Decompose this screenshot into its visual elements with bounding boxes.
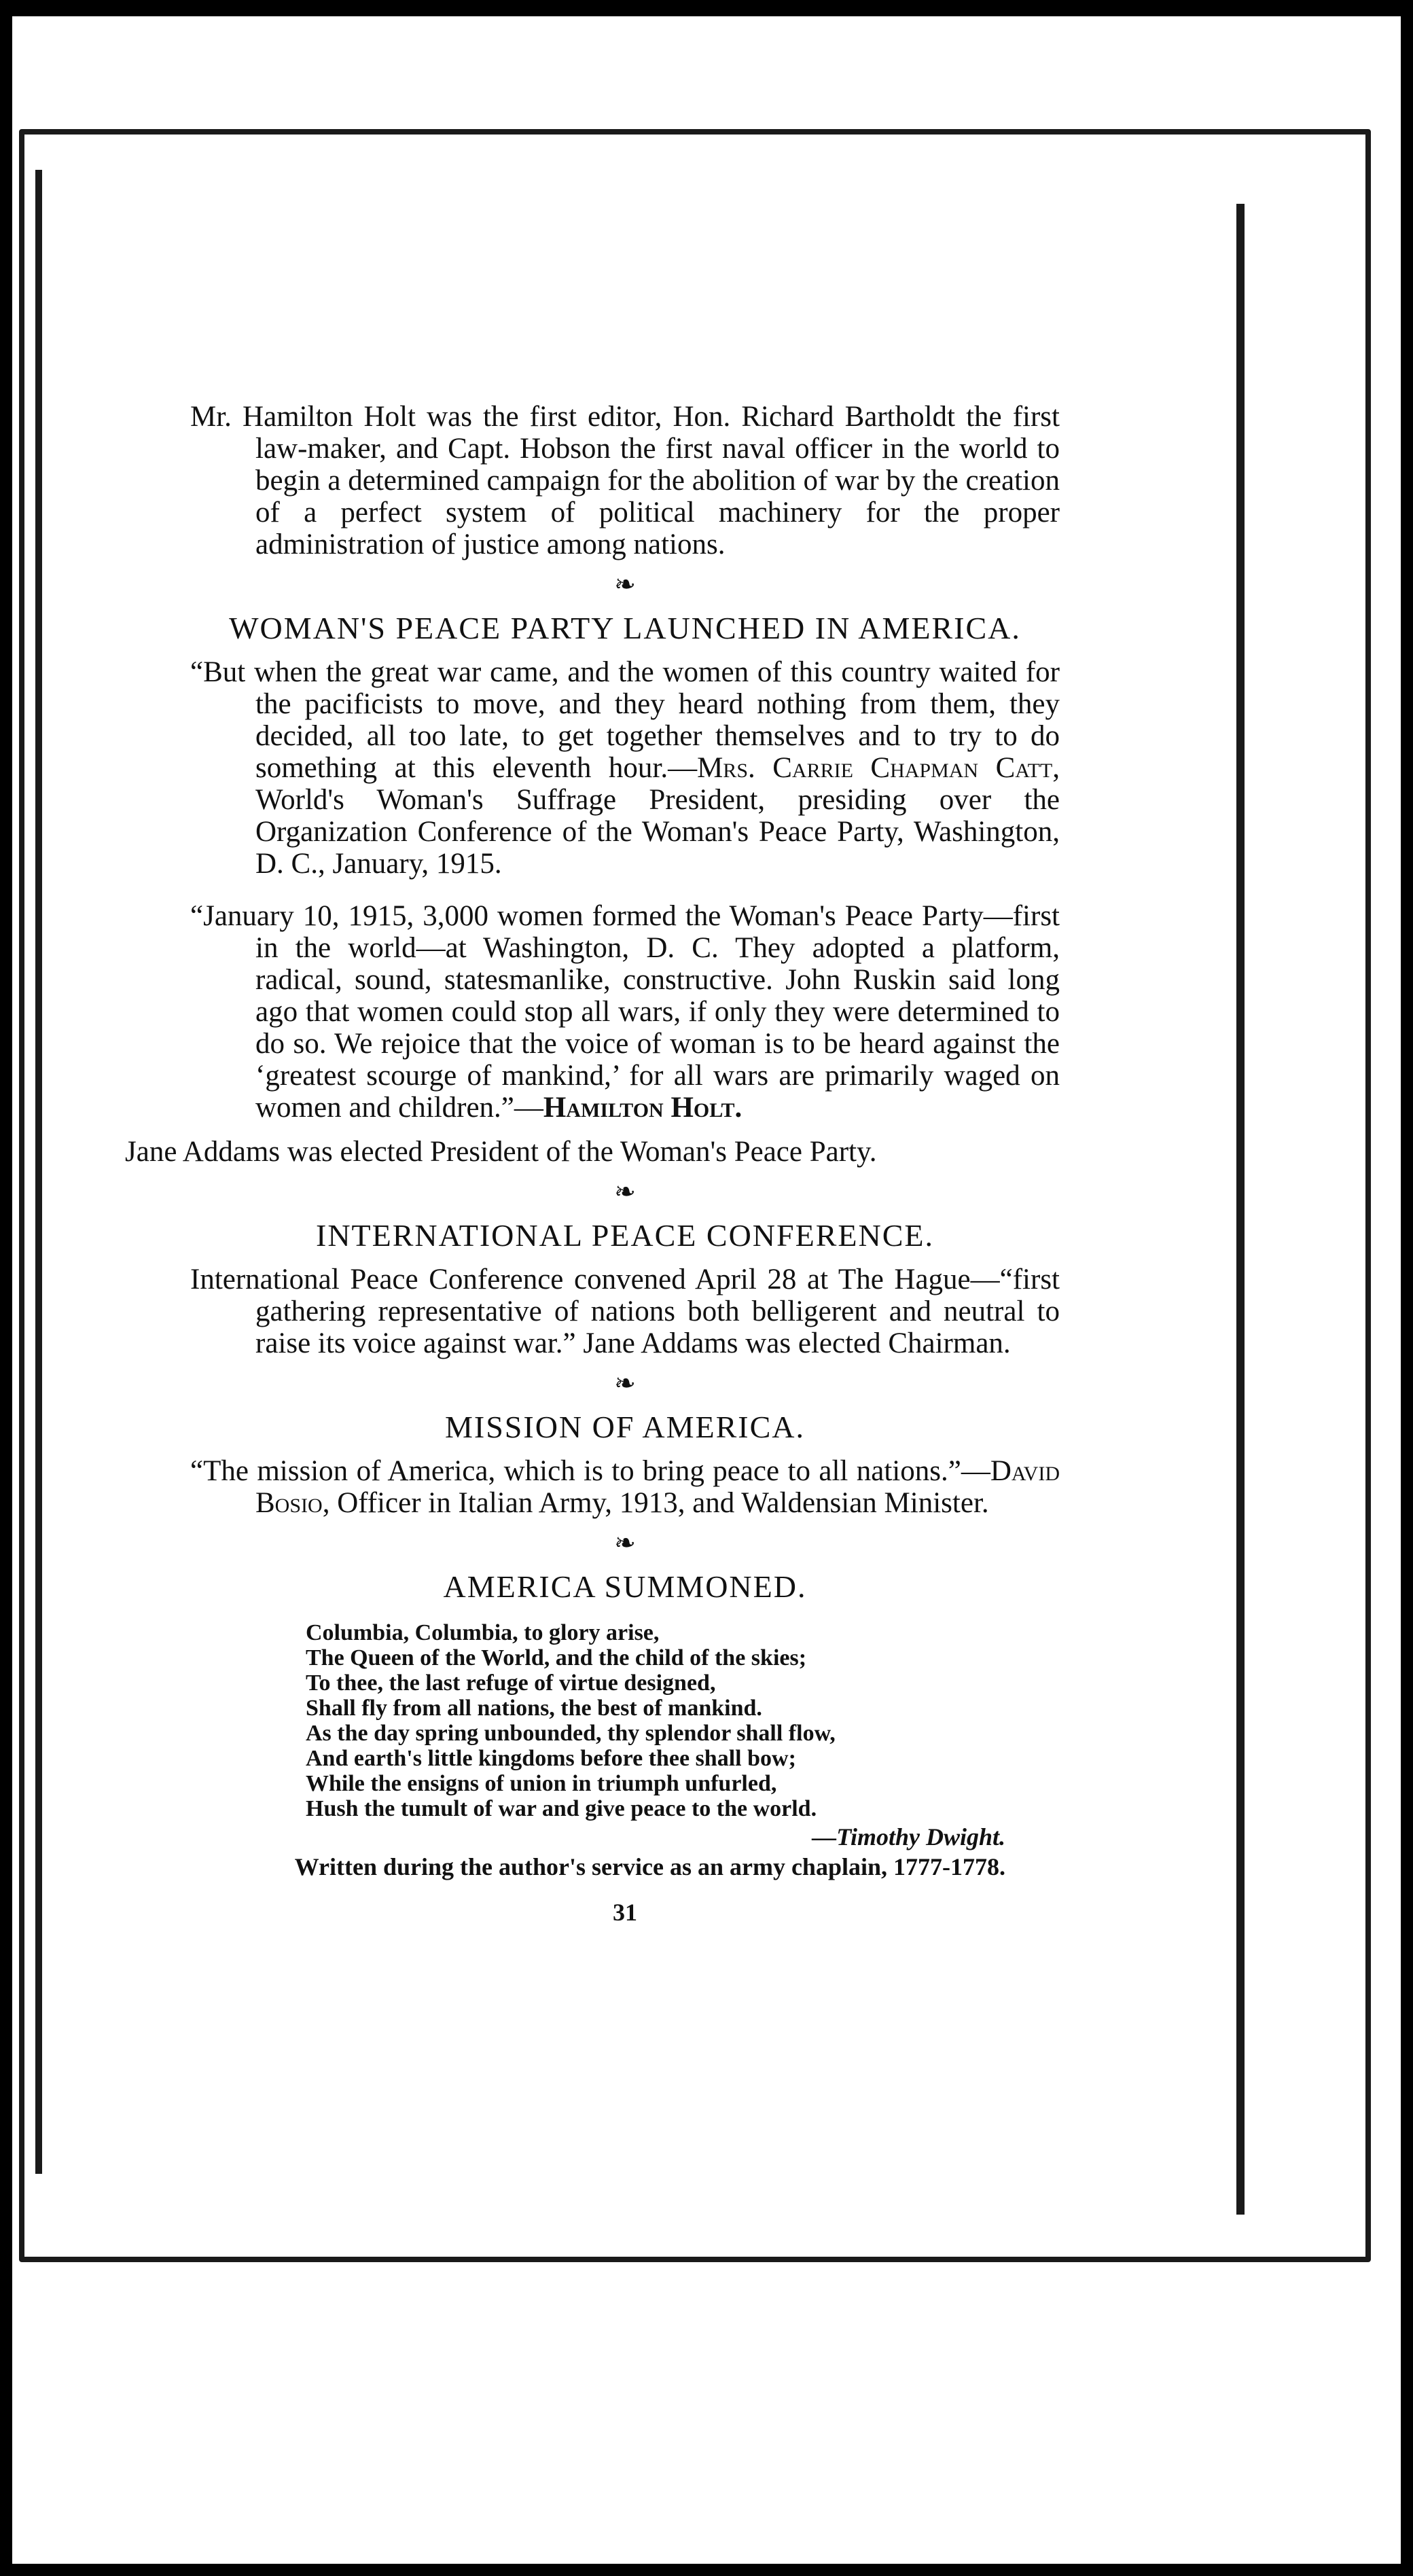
poem-line: Shall fly from all nations, the best of mankind. [306, 1696, 762, 1721]
poem-line: Columbia, Columbia, to glory arise, [306, 1620, 660, 1645]
mission-quote-source: , Officer in Italian Army, 1913, and Waldensian Minister. [322, 1487, 989, 1519]
poem-line: As the day spring unbounded, thy splendor shall flow, [306, 1721, 836, 1746]
quote-catt-source: , World's Woman's Suffrage President, presiding over the Organization Conference of the Woman's Peace Party, Washington, D. C., January, 1915. [255, 752, 1060, 880]
heading-international-conference: INTERNATIONAL PEACE CONFERENCE. [316, 1218, 934, 1253]
quote-holt-text: “January 10, 1915, 3,000 women formed the Woman's Peace Party—first in the world—at Washington, D. C. They adopted a platform, radical, sound, statesmanlike, constructive. John Ruskin said long ago that women could stop all wars, if only they were determined to do so. We rejoice that the voice of woman is to be heard against the ‘greatest scourge of mankind,’ for all wars are primarily waged on women and children.”— [190, 900, 1060, 1124]
international-paragraph: International Peace Conference convened April 28 at The Hague—“first gathering representative of nations both belligerent and neutral to raise its voice against war.” Jane Addams was elected Chairman. [190, 1264, 1060, 1359]
page-rule-right [1236, 204, 1245, 2215]
poem-line: The Queen of the World, and the child of the skies; [306, 1645, 807, 1670]
mission-quote-text: “The mission of America, which is to bring peace to all nations.”— [190, 1455, 990, 1487]
page-content [125, 401, 1060, 1929]
scan-border-right [1401, 0, 1413, 2576]
scan-border-left [0, 0, 12, 2576]
poem-author: —Timothy Dwight. [812, 1823, 1005, 1850]
mission-quote [190, 1455, 1060, 1519]
quote-holt-author: Hamilton Holt. [543, 1092, 743, 1124]
poem-line: Hush the tumult of war and give peace to the world. [306, 1796, 817, 1821]
poem-line: And earth's little kingdoms before thee shall bow; [306, 1746, 796, 1771]
quote-catt-text: “But when the great war came, and the women of this country waited for the pacificists to move, and they heard nothing from them, they decided, all too late, to get together themselves and to try to do something at this eleventh hour.— [190, 656, 1060, 784]
ornament-divider: ❧ [614, 1178, 636, 1206]
quote-catt [190, 656, 1060, 880]
page-rule-left [35, 170, 42, 2174]
ornament-divider: ❧ [614, 1370, 636, 1398]
heading-america-summoned: AMERICA SUMMONED. [443, 1569, 807, 1604]
intro-paragraph: Mr. Hamilton Holt was the first editor, Hon. Richard Bartholdt the first law-maker, and Capt. Hobson the first naval officer in the world to begin a determined campaign for the abolition of war by the creation of a perfect system of political machinery for the proper administration of justice among nations. [190, 401, 1060, 560]
ornament-divider: ❧ [614, 1529, 636, 1558]
heading-womans-peace-party: WOMAN'S PEACE PARTY LAUNCHED IN AMERICA. [229, 611, 1021, 645]
poem-line: To thee, the last refuge of virtue designed, [306, 1670, 716, 1696]
poem [306, 1620, 1060, 1821]
heading-mission-of-america: MISSION OF AMERICA. [444, 1410, 806, 1444]
poem-line: While the ensigns of union in triumph unfurled, [306, 1771, 777, 1796]
poem-note: Written during the author's service as an army chaplain, 1777-1778. [294, 1853, 1005, 1880]
scan-border-bottom [0, 2564, 1413, 2576]
quote-catt-author: Mrs. Carrie Chapman Catt [697, 752, 1053, 784]
mission-quote-author: David Bosio [255, 1455, 1060, 1519]
ornament-divider: ❧ [614, 571, 636, 599]
page-number: 31 [613, 1899, 637, 1926]
addams-president-line: Jane Addams was elected President of the Woman's Peace Party. [125, 1136, 877, 1168]
scan-border-top [0, 0, 1413, 16]
quote-holt [190, 900, 1060, 1124]
